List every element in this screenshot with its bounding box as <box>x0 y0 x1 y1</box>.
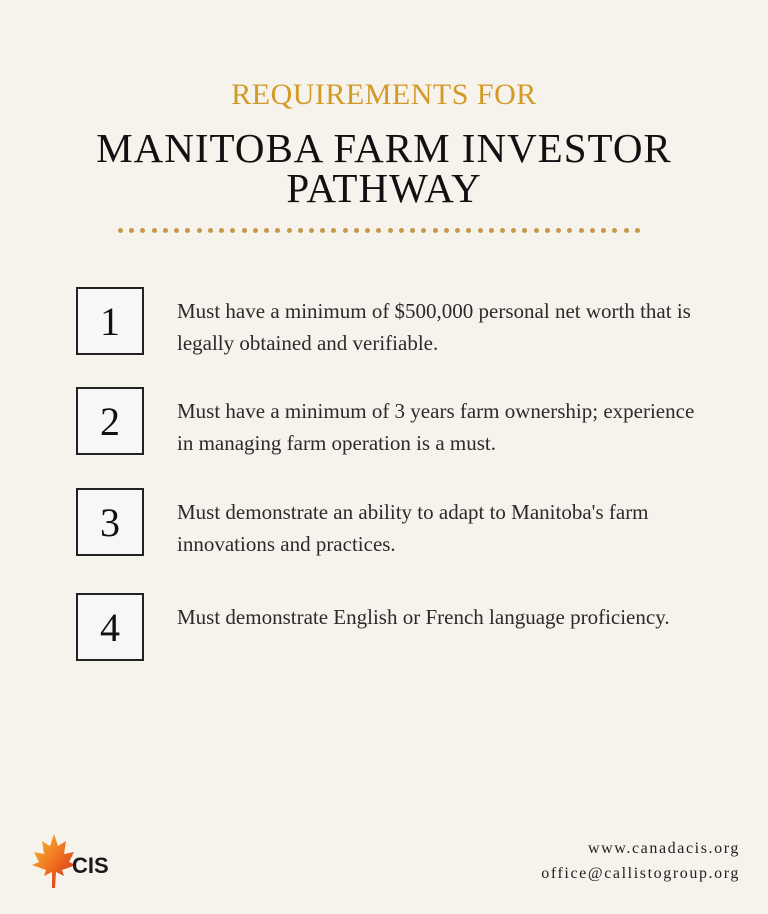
divider-dot <box>197 228 202 233</box>
divider-dot <box>399 228 404 233</box>
divider-dot <box>556 228 561 233</box>
divider-dot <box>466 228 471 233</box>
divider-dot <box>388 228 393 233</box>
requirement-number-box: 2 <box>76 387 144 455</box>
divider-dot <box>376 228 381 233</box>
divider-dot <box>185 228 190 233</box>
requirement-text: Must demonstrate an ability to adapt to Manitoba's farm innovations and practices. <box>177 500 649 556</box>
divider-dot <box>343 228 348 233</box>
divider-dot <box>455 228 460 233</box>
divider-dot <box>242 228 247 233</box>
divider-dot <box>320 228 325 233</box>
requirement-text: Must demonstrate English or French language proficiency. <box>177 605 670 629</box>
requirement-number-box: 1 <box>76 287 144 355</box>
page-title <box>0 125 768 211</box>
divider-dot <box>478 228 483 233</box>
divider-dot <box>489 228 494 233</box>
divider-dot <box>579 228 584 233</box>
divider-dot <box>230 228 235 233</box>
brand-logo <box>26 830 118 890</box>
divider-dot <box>511 228 516 233</box>
divider-dot <box>331 228 336 233</box>
divider-dot <box>635 228 640 233</box>
requirement-item-3 <box>76 488 716 560</box>
divider-dot <box>287 228 292 233</box>
divider-dot <box>410 228 415 233</box>
divider-dot <box>275 228 280 233</box>
divider-dot <box>354 228 359 233</box>
requirement-text: Must have a minimum of 3 years farm ownership; experience in managing farm operation is a must. <box>177 399 695 455</box>
requirement-number-box: 3 <box>76 488 144 556</box>
divider-dot <box>624 228 629 233</box>
divider-dot <box>545 228 550 233</box>
divider-dot <box>298 228 303 233</box>
dotted-divider <box>118 226 640 234</box>
divider-dot <box>163 228 168 233</box>
page-title-line1: MANITOBA FARM INVESTOR <box>96 125 672 171</box>
divider-dot <box>174 228 179 233</box>
divider-dot <box>612 228 617 233</box>
requirement-item-1 <box>76 287 716 359</box>
divider-dot <box>208 228 213 233</box>
divider-dot <box>567 228 572 233</box>
requirement-text: Must have a minimum of $500,000 personal net worth that is legally obtained and verifiable. <box>177 299 691 355</box>
website-link[interactable]: www.canadacis.org <box>587 840 740 857</box>
divider-dot <box>601 228 606 233</box>
divider-dot <box>421 228 426 233</box>
page-title-line2: PATHWAY <box>286 165 482 211</box>
divider-dot <box>140 228 145 233</box>
divider-dot <box>522 228 527 233</box>
divider-dot <box>365 228 370 233</box>
requirement-number-box: 4 <box>76 593 144 661</box>
divider-dot <box>433 228 438 233</box>
divider-dot <box>309 228 314 233</box>
maple-leaf-icon <box>26 830 118 890</box>
logo-text: CIS <box>72 853 109 878</box>
contact-info <box>541 836 740 886</box>
eyebrow-title: REQUIREMENTS FOR <box>231 78 537 111</box>
requirement-item-4 <box>76 593 716 665</box>
divider-dot <box>253 228 258 233</box>
divider-dot <box>152 228 157 233</box>
divider-dot <box>118 228 123 233</box>
divider-dot <box>264 228 269 233</box>
divider-dot <box>219 228 224 233</box>
email-link[interactable]: office@callistogroup.org <box>541 865 740 882</box>
divider-dot <box>590 228 595 233</box>
requirement-item-2 <box>76 387 716 459</box>
divider-dot <box>129 228 134 233</box>
divider-dot <box>534 228 539 233</box>
divider-dot <box>500 228 505 233</box>
divider-dot <box>444 228 449 233</box>
